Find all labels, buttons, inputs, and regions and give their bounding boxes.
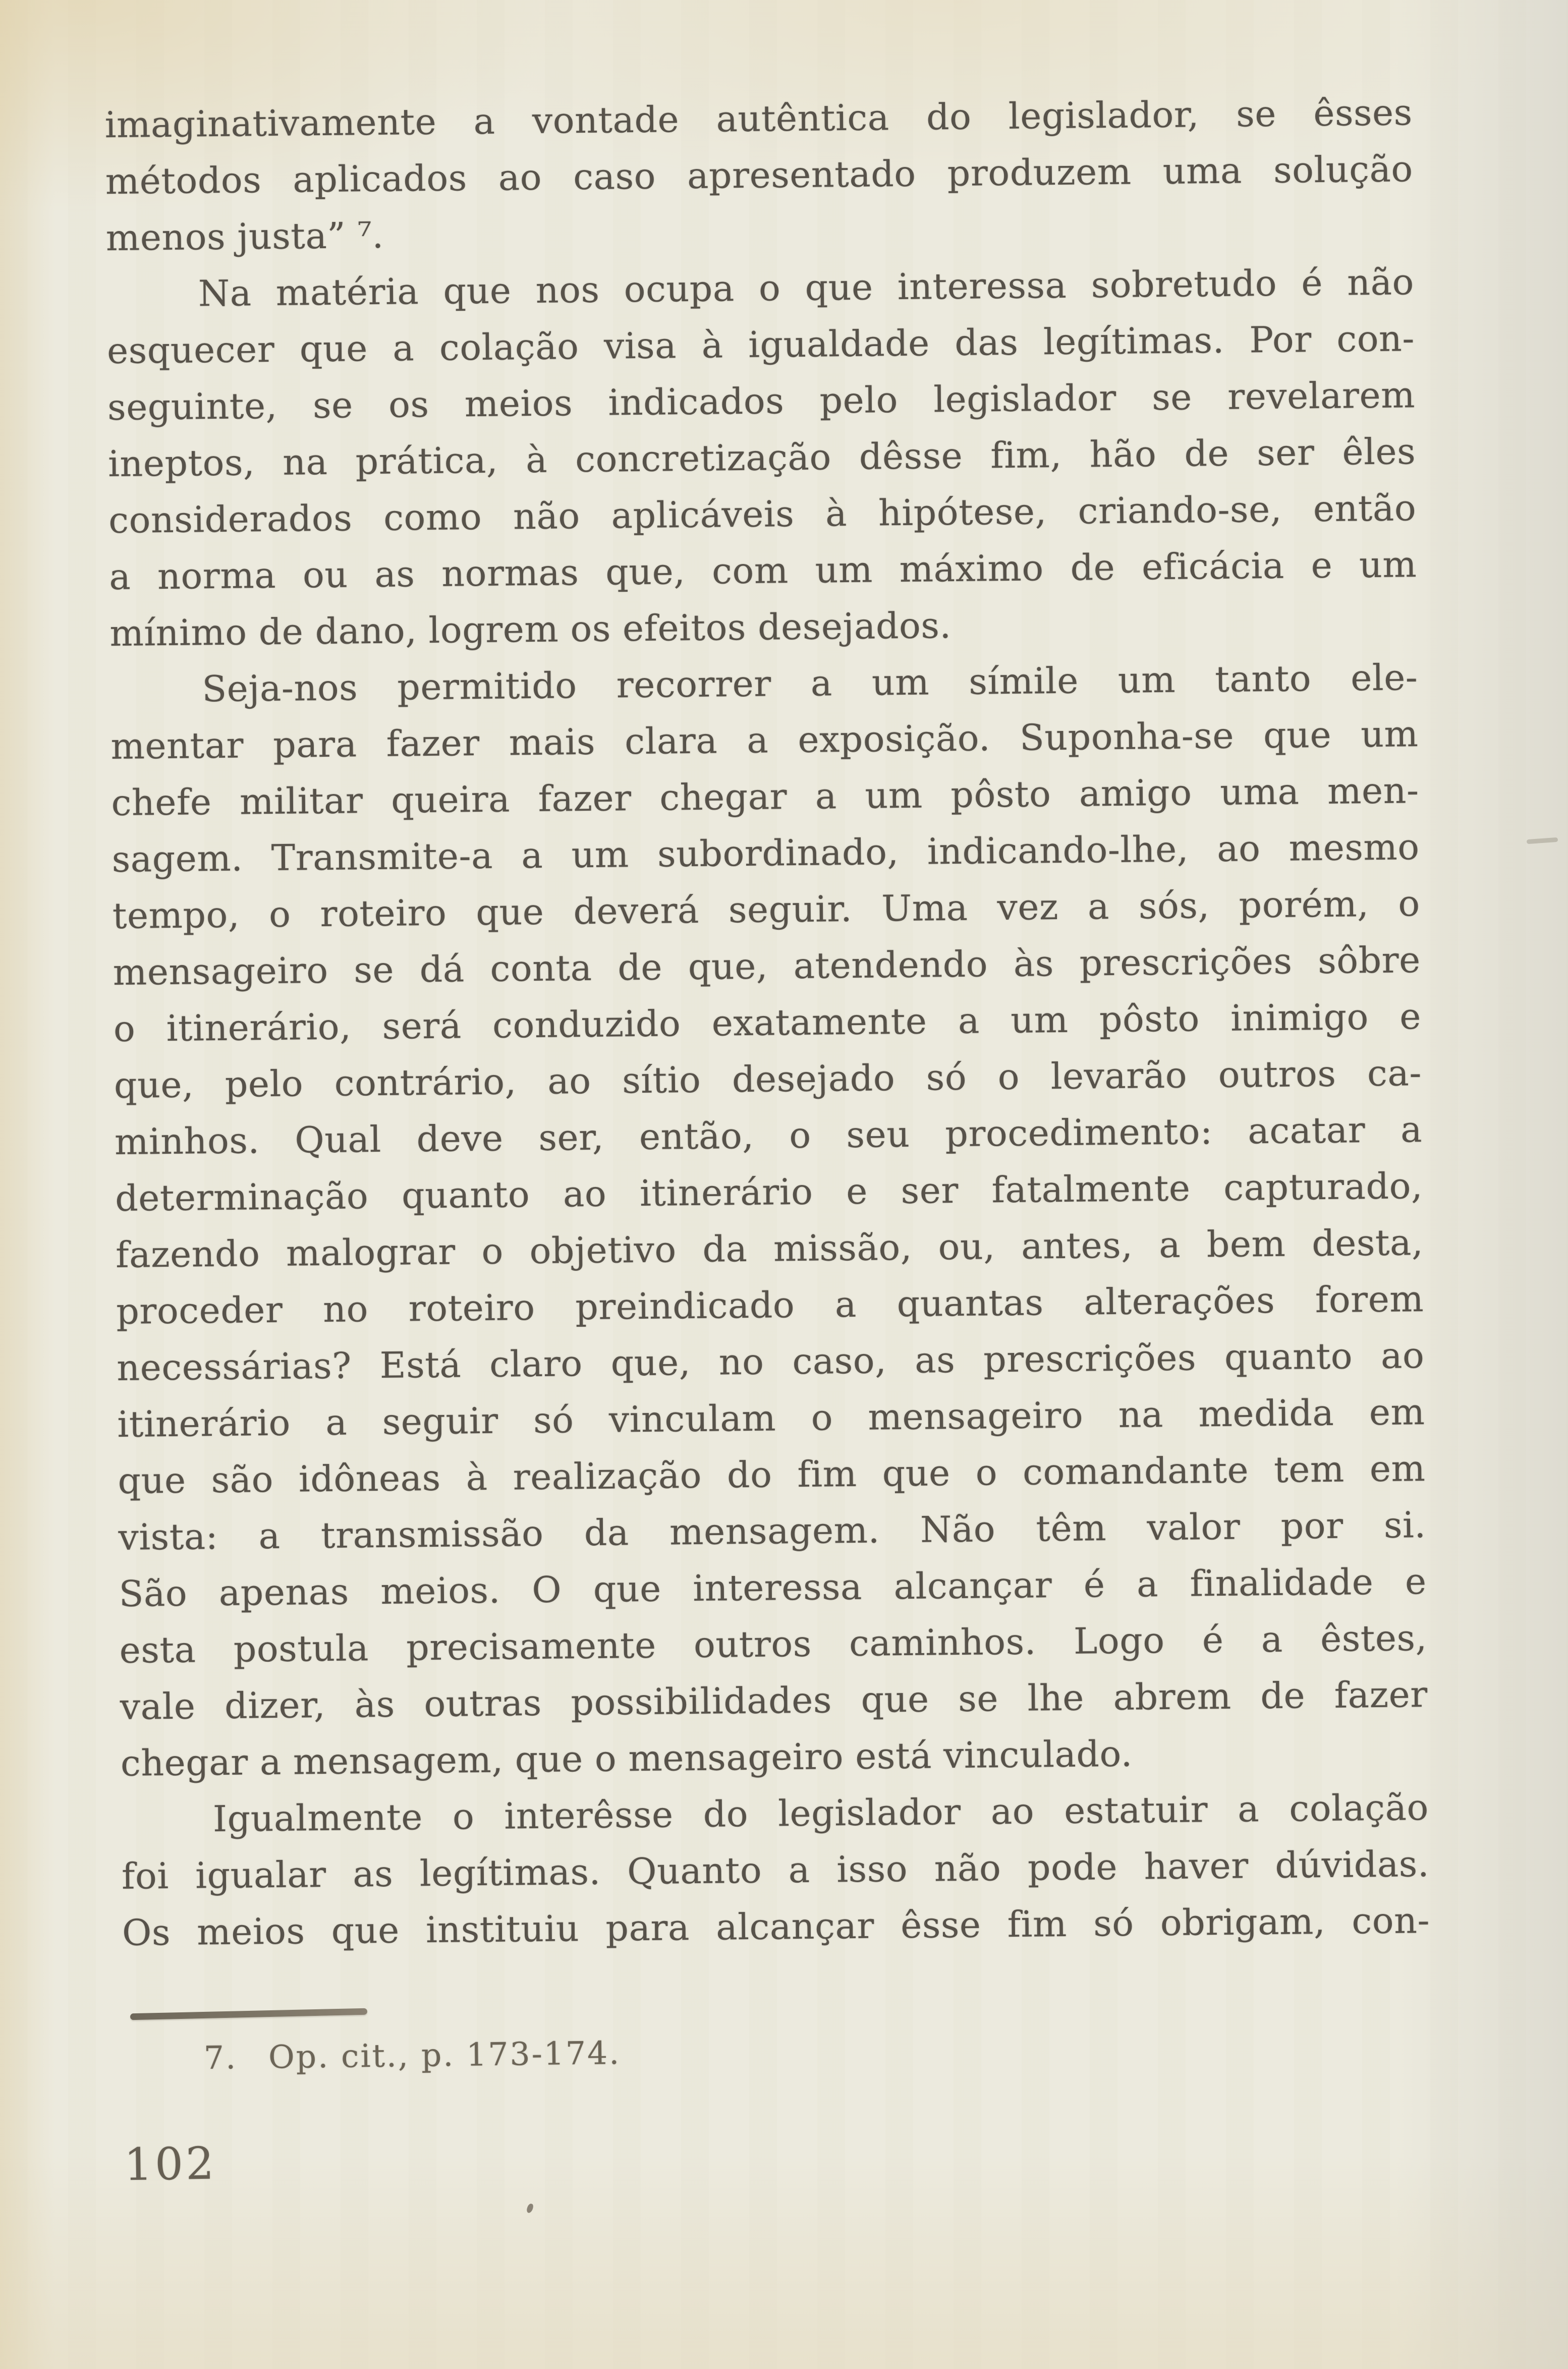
text-line: esquecer que a colação visa à igualdade das legítimas. Por con- [106, 317, 1415, 372]
footnote-marker: 7. [203, 2039, 238, 2077]
text-line: mensageiro se dá conta de que, atendendo às prescrições sôbre [113, 939, 1421, 994]
text-line: menos justa” ⁷. [105, 214, 384, 259]
text-line: ineptos, na prática, à concretização dêsse fim, hão de ser êles [107, 430, 1416, 485]
text-line: São apenas meios. O que interessa alcançar é a finalidade e [119, 1560, 1427, 1615]
text-line: Os meios que instituiu para alcançar êsse fim só obrigam, con- [122, 1899, 1430, 1954]
text-line: o itinerário, será conduzido exatamente a um pôsto inimigo e [113, 995, 1422, 1050]
text-line: necessárias? Está claro que, no caso, as prescrições quanto ao [117, 1334, 1425, 1389]
text-line: Na matéria que nos ocupa o que interessa sobretudo é não [198, 261, 1415, 315]
text-line: considerados como não aplicáveis à hipótese, criando-se, então [108, 487, 1417, 542]
text-line: mentar para fazer mais clara a exposição. Suponha-se que um [110, 713, 1419, 768]
text-line: vale dizer, às outras possibilidades que se lhe abrem de fazer [120, 1673, 1428, 1728]
footnote [204, 2035, 621, 2076]
scan-smudge-artifact [1527, 837, 1558, 844]
text-line: a norma ou as normas que, com um máximo de eficácia e um [108, 543, 1417, 598]
body-text-block [104, 84, 1430, 1961]
footnote-text: Op. cit., p. 173-174. [268, 2034, 621, 2076]
text-line: que, pelo contrário, ao sítio desejado só o levarão outros ca- [114, 1052, 1422, 1106]
text-line: proceder no roteiro preindicado a quantas alterações forem [116, 1278, 1424, 1332]
text-line: imaginativamente a vontade autêntica do legislador, se êsses [104, 91, 1413, 146]
text-line: determinação quanto ao itinerário e ser fatalmente capturado, [115, 1165, 1423, 1219]
text-line: itinerário a seguir só vinculam o mensageiro na medida em [117, 1391, 1425, 1445]
text-line: Seja-nos permitido recorrer a um símile um tanto ele- [202, 656, 1418, 710]
text-line: foi igualar as legítimas. Quanto a isso não pode haver dúvidas. [121, 1843, 1430, 1897]
scan-speck-artifact [526, 2203, 534, 2214]
text-line: chegar a mensagem, que o mensageiro está vinculado. [120, 1732, 1133, 1784]
text-line: minhos. Qual deve ser, então, o seu procedimento: acatar a [114, 1108, 1423, 1163]
text-line: chefe militar queira fazer chegar a um pôsto amigo uma men- [111, 769, 1419, 824]
footnote-divider-rule [130, 2008, 367, 2020]
text-line: seguinte, se os meios indicados pelo legislador se revelarem [107, 374, 1416, 429]
text-line: esta postula precisamente outros caminhos. Logo é a êstes, [119, 1617, 1428, 1671]
text-line: mínimo de dano, logrem os efeitos desejados. [109, 604, 952, 655]
text-line: vista: a transmissão da mensagem. Não têm valor por si. [118, 1504, 1426, 1558]
text-line: tempo, o roteiro que deverá seguir. Uma vez a sós, porém, o [112, 882, 1421, 937]
text-line: métodos aplicados ao caso apresentado produzem uma solução [105, 148, 1414, 203]
text-line: que são idôneas à realização do fim que o comandante tem em [118, 1447, 1426, 1502]
text-line: fazendo malograr o objetivo da missão, ou, antes, a bem desta, [115, 1221, 1424, 1276]
page-number: 102 [124, 2137, 217, 2191]
text-line: sagem. Transmite-a a um subordinado, indicando-lhe, ao mesmo [111, 826, 1420, 881]
text-line: Igualmente o interêsse do legislador ao estatuir a colação [212, 1786, 1429, 1840]
